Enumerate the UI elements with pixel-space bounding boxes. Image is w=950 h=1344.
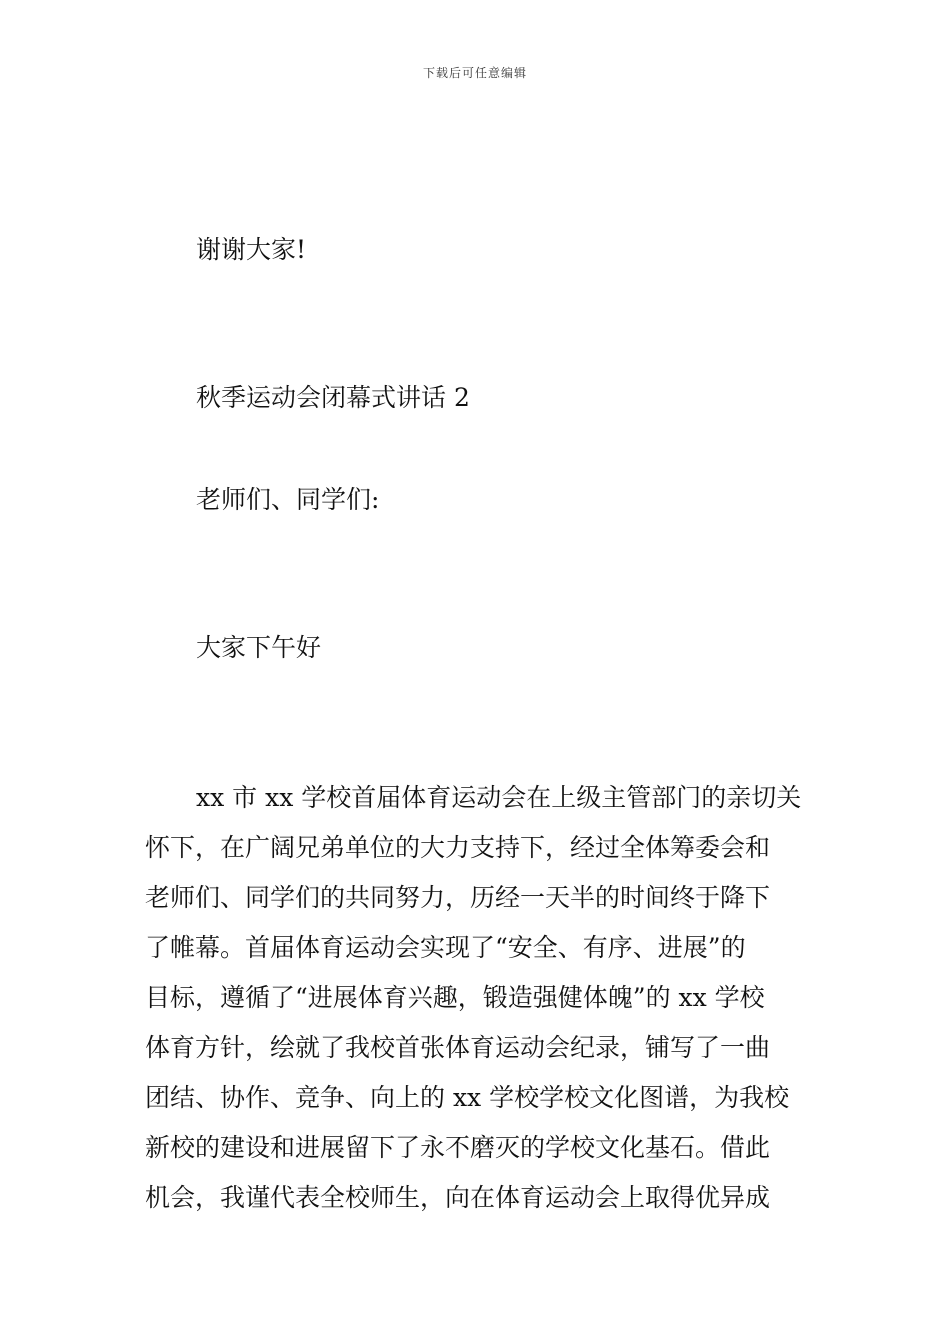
paragraph-line: 新校的建设和进展留下了永不磨灭的学校文化基石。借此	[145, 1133, 771, 1162]
speech-title: 秋季运动会闭幕式讲话 2	[196, 383, 470, 412]
greeting: 大家下午好	[196, 633, 322, 662]
paragraph-line: xx 市 xx 学校首届体育运动会在上级主管部门的亲切关	[196, 783, 802, 812]
paragraph-line: 机会，我谨代表全校师生，向在体育运动会上取得优异成	[145, 1183, 771, 1212]
paragraph-line: 了帷幕。首届体育运动会实现了“安全、有序、进展”的	[145, 933, 746, 962]
header-note: 下载后可任意编辑	[422, 66, 527, 80]
salutation: 老师们、同学们:	[196, 485, 380, 514]
paragraph-line: 体育方针，绘就了我校首张体育运动会纪录，铺写了一曲	[145, 1033, 771, 1062]
paragraph-line: 目标，遵循了“进展体育兴趣，锻造强健体魄”的 xx 学校	[145, 983, 765, 1012]
paragraph-line: 怀下，在广阔兄弟单位的大力支持下，经过全体筹委会和	[145, 833, 771, 862]
body-paragraph	[145, 782, 810, 1232]
closing-thanks: 谢谢大家!	[196, 235, 307, 264]
paragraph-line: 老师们、同学们的共同努力，历经一天半的时间终于降下	[145, 883, 771, 912]
paragraph-line: 团结、协作、竞争、向上的 xx 学校学校文化图谱，为我校	[145, 1083, 790, 1112]
